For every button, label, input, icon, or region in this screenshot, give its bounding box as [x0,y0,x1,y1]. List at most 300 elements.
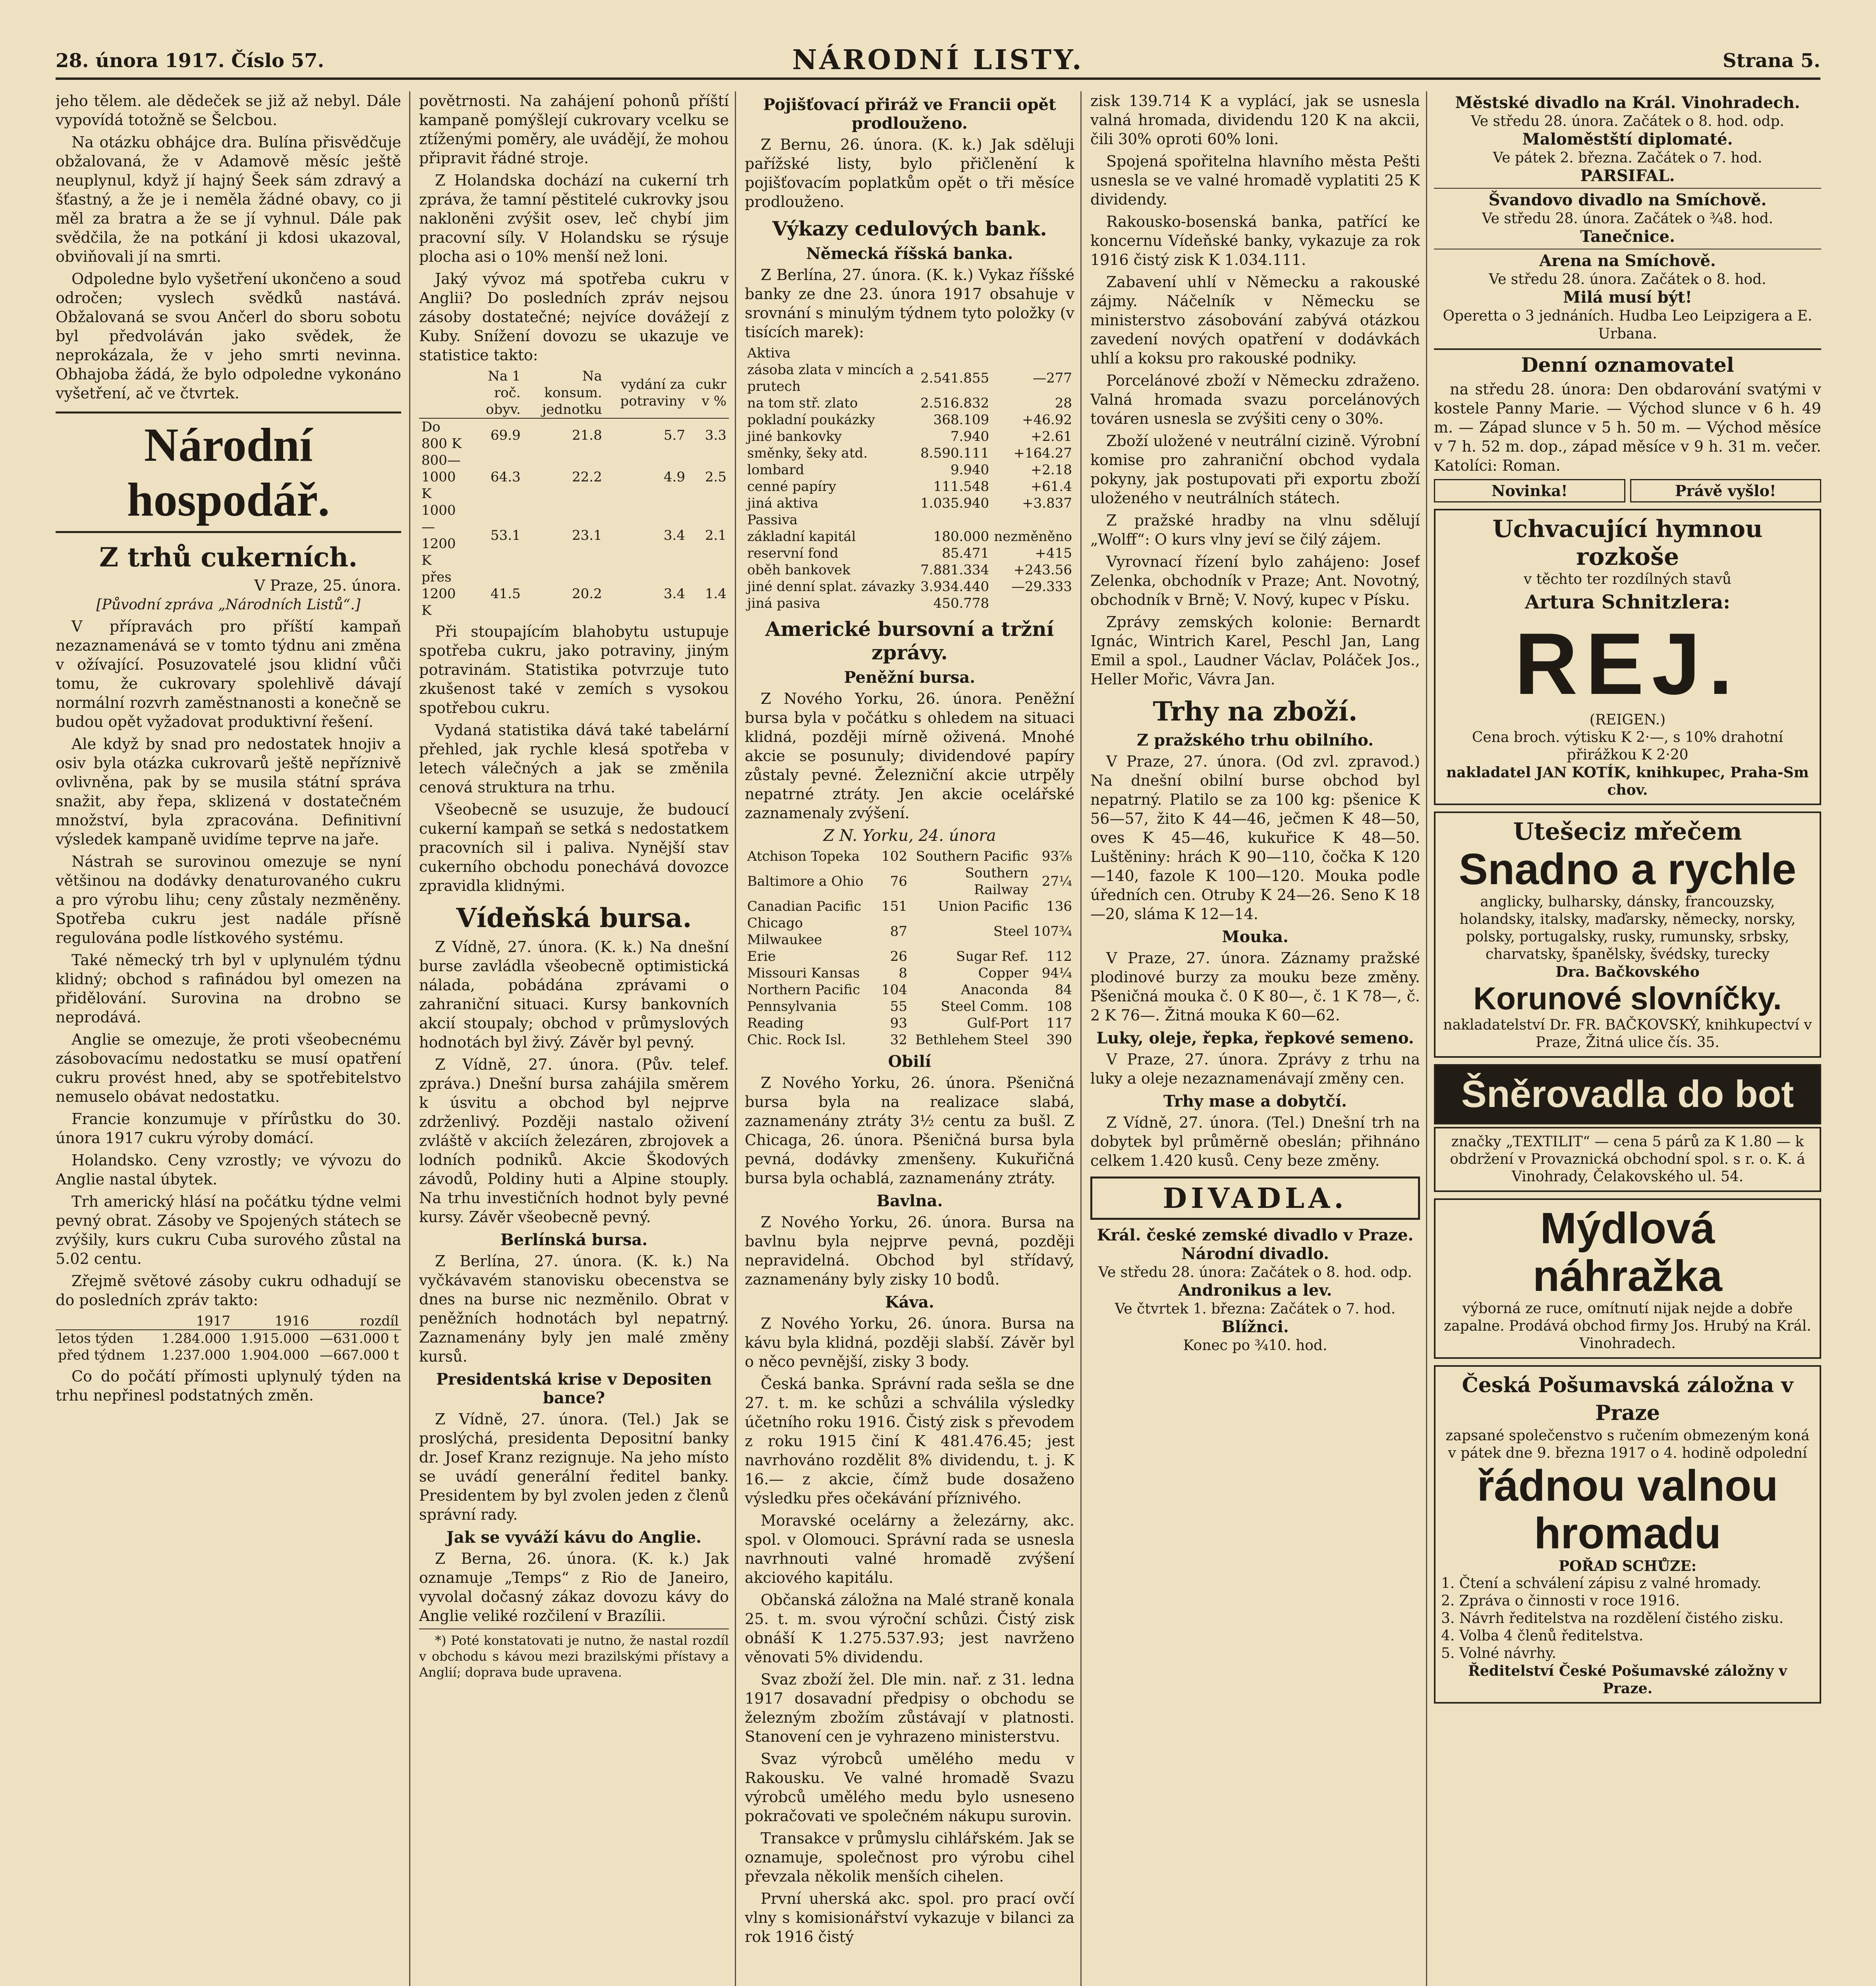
table-cell: 1.4 [705,586,726,602]
table-cell: 64.3 [490,469,521,485]
paragraph: Vydaná statistika dává také tabelární přehled, jak rychle klesá spotřeba v letech válečných a jak se změnila cenová struktura na trhu. [419,721,729,796]
table-cell: 76 [890,873,908,889]
table-cell: 112 [1046,949,1072,964]
table-cell: Atchison Topeka [747,848,860,864]
play-title: Blížnci. [1221,1318,1289,1336]
table-row [745,512,1074,528]
table-cell: 1.904.000 [240,1347,309,1363]
table-cell: 7.881.334 [920,562,989,578]
footnote: *) Poté konstatovati je nutno, že nastal rozdíl v obchodu s kávou mezi brazilskými přístavy a Anglií; doprava bude upravena. [419,1629,729,1680]
ad-price: Cena broch. výtisku K 2·—, s 10% drahotní přirážkou K 2·20 [1472,729,1783,763]
table-cell: Bethlehem Steel [915,1032,1029,1048]
dictionary-advertisement [1434,811,1821,1058]
consumption-table [419,368,729,619]
theatre-listing [1434,188,1821,246]
paragraph: Holandsko. Ceny vzrostly; ve vývozu do Anglie nastal úbytek. [56,1151,401,1188]
table-row [419,502,729,569]
column-2 [419,91,729,1986]
paragraph: Zřejmě světové zásoby cukru odhadují se do posledních zpráv takto: [56,1272,401,1309]
paragraph: Odpoledne bylo vyšetření ukončeno a soud odročen; vyslech svědků nastává. Obžalovaná se svou Ančerl do sboru sobotu byl předvoláván jako svědek, že neprokázala, že v jeho smrti nevinna. Obhajoba žádá, že bylo odpoledne vykonáno vyšetření, ač ve čtvrtek. [56,270,401,402]
table-header: Na konsum. jednotku [523,368,605,418]
table-row [745,981,1074,998]
table-cell: 2.541.855 [920,370,989,386]
paragraph: Z Holandska dochází na cukerní trh zpráva, že tamní pěstitelé cukrovky jsou nakloněni zvýšit osev, leč chybí jim pracovní síly. V Holandsku se rýsuje plocha asi o 10% menší než loni. [419,172,729,265]
ad-title: Snadno a rychle [1459,845,1797,894]
table-cell: 136 [1046,898,1072,914]
ad-author: Dra. Bačkovského [1555,964,1700,980]
paragraph: Ale když by snad pro nedostatek hnojiv a osiv byla otázka cukrovarů ještě nepříznivě ovlivněna, pak by se musila státní správa snažit, aby řepa, sklizená v dostatečném množství, byla zpracována. Definitivní výsledek kampaně uvidíme teprve na jaře. [56,735,401,848]
ad-title: Česká Pošumavská záložna v Praze [1462,1373,1793,1425]
table-cell: 53.1 [490,527,521,543]
paragraph: Zboží uložené v neutrální cizině. Výrobní komise pro zahraniční obchod vydala pokyny, jak postupovati při exportu zboží uloženého v neutrálních státech. [1090,432,1420,507]
show-time: Ve pátek 2. března. Začátek o 7. hod. [1493,150,1762,166]
play-title: Andronikus a lev. [1178,1281,1332,1300]
paragraph: Z Berna, 26. února. (K. k.) Jak oznamuje „Temps“ z Rio de Janeiro, vyvolal dočasný zákaz dovozu kávy do Anglie veliké rozčilení v Brazílii. [419,1550,729,1625]
show-time: Ve středu 28. února. Začátek o 8. hod. [1489,271,1766,288]
table-row [745,545,1074,562]
article-title: Denní oznamovatel [1434,348,1821,377]
table-cell: Missouri Kansas [747,965,860,981]
table-cell: Union Pacific [938,898,1029,914]
paragraph: zisk 139.714 K a vyplácí, jak se usnesla valná hromada, dividendu 120 K na akcii, čili 30% oproti 60% loni. [1090,92,1420,148]
table-cell: 32 [890,1032,908,1048]
table-cell: Chicago Milwaukee [747,915,822,948]
table-header: cukr v % [688,368,729,418]
paragraph: na středu 28. února: Den obdarování svatými v kostele Panny Marie. — Východ slunce v 6 h. 49 m. — Západ slunce v 5 h. 50 m. — Východ měsíce v 7 h. 52 m. dop., západ měsíce v 9 h. 31 m. večer. Katolíci: Roman. [1434,381,1821,474]
paragraph: Z Vídně, 27. února. (K. k.) Na dnešní burse zavládla všeobecně optimistická nálada, pobádána zprávami o zahraniční situaci. Kursy bankovních akcií stoupaly; obchod v průmyslových hodnotách byl živý. Závěr byl pevný. [419,938,729,1051]
table-row [745,865,1074,898]
theatre-name: Král. české zemské divadlo v Praze. [1097,1226,1414,1244]
table-row [745,898,1074,915]
table-cell: —29.333 [1011,579,1072,595]
table-header [419,368,470,418]
column-4 [1090,91,1420,1986]
table-cell: 108 [1046,999,1072,1014]
table-cell: Anaconda [960,982,1029,998]
paragraph: Vyrovnací řízení bylo zahájeno: Josef Zelenka, obchodník v Praze; Ant. Novotný, obchodník v Brně; V. Nový, kupec v Písku. [1090,553,1420,609]
table-row [745,411,1074,428]
table-cell [918,512,991,528]
table-row [745,478,1074,495]
agenda-item: 2. Zpráva o činnosti v roce 1916. [1441,1593,1680,1609]
sugar-stock-table [56,1313,401,1364]
ad-title: Korunové slovníčky. [1473,981,1782,1016]
table-cell: oběh bankovek [747,562,850,578]
agenda-item: 4. Volba 4 členů ředitelstva. [1441,1628,1644,1644]
table-cell: 93⅞ [1041,848,1072,864]
table-cell: 117 [1046,1015,1072,1031]
article-subtitle: Trhy mase a dobytčí. [1163,1092,1347,1111]
table-cell: 450.778 [933,595,989,611]
paragraph: jeho tělem. ale dědeček se již až nebyl. Dále vypovídá totožně se Šelcbou. [56,92,401,129]
paragraph: Občanská záložna na Malé straně konala 25. t. m. svou výroční schůzi. Čistý zisk obnáší K 1.275.537.93; jest navrženo věnovati 5% dividendu. [745,1591,1074,1666]
ad-title: Šněrovadla do bot [1461,1073,1794,1115]
show-time: Ve středu 28. února: Začátek o 8. hod. odp. [1098,1264,1412,1281]
table-row [745,445,1074,462]
paragraph: Rakousko-bosenská banka, patřící ke koncernu Vídeňské banky, vykazuje za rok 1916 čistý zisk K 1.034.111. [1090,213,1420,269]
table-row [745,595,1074,612]
table-cell: nezměněno [994,529,1072,545]
table-cell: +61.4 [1030,479,1072,495]
table-row [745,345,1074,361]
theatre-subname: Národní divadlo. [1181,1244,1329,1263]
ad-text: výborná ze ruce, omítnutí nijak nejde a dobře zapalne. Prodává obchod firmy Jos. Hrubý na Král. Vinohradech. [1444,1300,1811,1352]
ad-tag: Novinka! [1434,479,1625,502]
ad-signature: Ředitelství České Pošumavské záložny v Praze. [1468,1663,1787,1697]
page-number: Strana 5. [1722,50,1820,72]
table-row [745,578,1074,595]
table-cell: 4.9 [663,469,685,485]
table-cell: Canadian Pacific [747,898,862,914]
ad-text: anglicky, bulharsky, dánsky, francouzsky, holandsky, italsky, maďarsky, německy, norsky, polsky, portugalsky, rusky, rumunsky, srbsky, charvatsky, španělsky, švédsky, turecky [1459,894,1796,962]
table-cell: reservní fond [747,545,839,561]
theatre-listing [1434,249,1821,343]
ad-headline: Uchvacující hymnou rozkoše [1492,515,1763,571]
paragraph: V přípravách pro příští kampaň nezaznamenává se v tomto týdnu ani změna v ožívající. Posuzovatelé jsou klidní vůči tomu, že cukrovary spolehlivě dávají normální rozvrh zaměstnanosti a konečně se budou opět vyžadovat produktivní řešení. [56,618,401,730]
table-cell: Northern Pacific [747,982,860,998]
paragraph: Co do počátí přímosti uplynulý týden na trhu nepřinesl podstatných změn. [56,1368,401,1404]
paragraph: V Praze, 27. února. Zprávy z trhu na luky a oleje nezaznamenávají změny cen. [1090,1051,1420,1087]
table-cell: 94¼ [1041,965,1072,981]
shoelace-advertisement [1434,1064,1821,1124]
table-cell: 3.4 [663,586,685,602]
table-cell: 8 [898,965,908,981]
table-cell: směnky, šeky atd. [747,445,868,461]
table-cell: 2.1 [705,527,726,543]
table-header: 1916 [233,1313,311,1330]
table-cell: 55 [890,999,908,1014]
table-row [745,562,1074,578]
table-cell: 368.109 [933,412,989,428]
bank-meeting-notice [1434,1365,1821,1704]
table-cell: +46.92 [1022,412,1072,428]
theatre-section-banner: DIVADLA. [1090,1177,1420,1220]
section-heading: Národní hospodář. [56,411,401,533]
agenda-heading: POŘAD SCHŮZE: [1558,1558,1697,1575]
table-row [419,418,729,452]
table-cell: 800—1000 K [421,452,461,502]
table-cell: 26 [890,949,908,964]
table-cell: 1.915.000 [240,1331,309,1347]
article-title: Berlínská bursa. [500,1231,648,1249]
ad-tag: Právě vyšlo! [1630,479,1822,502]
table-header: 1917 [154,1313,233,1330]
table-cell: 180.000 [933,529,989,545]
ad-title: REJ. [1514,615,1741,713]
table-cell: 41.5 [490,586,521,602]
column-rule [735,91,736,1986]
table-cell: Gulf-Port [967,1015,1029,1031]
book-advertisement [1434,509,1821,805]
table-cell [991,595,1074,612]
table-row [745,1015,1074,1032]
theatre-name: Městské divadlo na Král. Vinohradech. [1455,93,1800,112]
table-cell: +243.56 [1013,562,1072,578]
table-cell: 1.284.000 [161,1331,230,1347]
table-cell: zásoba zlata v mincích a prutech [747,362,914,394]
table-cell: 69.9 [490,427,521,443]
column-1 [56,91,401,1986]
table-cell: 22.2 [572,469,602,485]
table-header: vydání za potraviny [605,368,688,418]
play-title: Tanečnice. [1580,227,1675,246]
ad-text: značky „TEXTILIT“ — cena 5 párů za K 1.80 — k obdržení v Provaznická obchodní spol. s r. o. K. á Vinohrady, Čelakovského ul. 54. [1450,1134,1805,1185]
table-cell: +164.27 [1013,445,1072,461]
ad-publisher: nakladatelství Dr. FR. BAČKOVSKÝ, knihkupectví v Praze, Žitná ulice čís. 35. [1443,1017,1812,1051]
ad-subtitle: (REIGEN.) [1589,712,1666,728]
table-cell: 27¼ [1041,873,1072,889]
table-cell: 84 [1055,982,1072,998]
table-cell: pokladní poukázky [747,412,875,428]
table-cell: jiné denní splat. závazky [747,579,915,595]
table-cell: 102 [881,848,908,864]
paragraph: V Praze, 27. února. (Od zvl. zpravod.) Na dnešní obilní burse obchod byl nepatrný. Platilo se za 100 kg: pšenice K 56—57, žito K 44—46, ječmen K 48—50, oves K 45—46, kukuřice K 48—50. Luštěniny: hrách K 90—110, čočka K 120—140, fazole K 100—120. Mouka podle úředních cen. Otruby K 24—26. Seno K 18—20, sláma K 12—14. [1090,753,1420,923]
paragraph: povětrnosti. Na zahájení pohonů příští kampaně pomýšlejí cukrovary vcelku se ztíženými poměry, ale uvádějí, že mohou připravit řádné stroje. [419,92,729,167]
table-cell: letos týden [58,1331,134,1347]
article-title: Jak se vyváží kávu do Anglie. [446,1528,702,1547]
table-cell: Steel [993,923,1029,939]
ad-tag-row [1434,479,1821,502]
paragraph: Z pražské hradby na vlnu sdělují „Wolff“: O kurs vlny jeví se čilý zájem. [1090,512,1420,548]
table-cell: 1.237.000 [161,1347,230,1363]
ad-text: zapsané společenstvo s ručením obmezeným koná v pátek dne 9. března 1917 o 4. hodině odpolední [1445,1428,1810,1461]
paragraph: Při stoupajícím blahobytu ustupuje spotřeba cukru, jako potraviny, jiným potravinám. Statistika potvrzuje tuto zkušenost také v zemích s vysokou spotřebou cukru. [419,623,729,717]
reichsbank-table [745,345,1074,612]
table-cell: 28 [1055,395,1072,411]
table-cell: 87 [890,923,908,939]
table-row [745,965,1074,981]
table-row [419,569,729,619]
ad-text: v těchto ter rozdílných stavů [1523,571,1732,587]
paragraph: Jaký vývoz má spotřeba cukru v Anglii? Do posledních zpráv nejsou zásoby dostatečné; nejvíce dovážejí z Kuby. Snížení dovozu se ukazuje ve statistice takto: [419,270,729,364]
table-cell: 104 [881,982,908,998]
table-cell: 107¾ [1033,923,1072,939]
theatre-name: Arena na Smíchově. [1539,251,1716,270]
table-cell: Chic. Rock Isl. [747,1032,846,1048]
paragraph: Nástrah se surovinou omezuje se nyní většinou na dodávky denaturovaného cukru a pro výrobu lihu; ceny zůstaly nezměněny. Spotřeba cukru jest nadále přísně regulována podle lístkového systému. [56,853,401,947]
issue-date: 28. února 1917. Číslo 57. [56,50,325,72]
article-title: Pojišťovací přiráž ve Francii opět prodlouženo. [763,95,1056,133]
paragraph: Všeobecně se usuzuje, že budoucí cukerní kampaň se setká s nedostatkem pracovních sil i paliva. Nynější stav cukerního obchodu ponechává dovozce zpravidla klidnými. [419,801,729,894]
article-subtitle: Bavlna. [876,1192,943,1210]
table-row [419,452,729,502]
play-title: PARSIFAL. [1580,166,1675,185]
paragraph: Z Berlína, 27. února. (K. k.) Vykaz říšské banky ze dne 23. února 1917 obsahuje v srovnání s minulým týdnem tyto položky (v tisících marek): [745,266,1074,341]
table-row [745,428,1074,445]
table-cell: Southern Railway [965,865,1029,898]
table-cell: Baltimore a Ohio [747,873,864,889]
ad-title: náhražka [1533,1252,1722,1300]
column-3 [745,91,1074,1986]
table-row [745,361,1074,395]
paragraph: Trh americký hlásí na počátku týdne velmi pevný obrat. Zásoby ve Spojených státech se zvýšily, kurs cukru Cuba surového zůstal na 5.02 centu. [56,1193,401,1267]
table-cell: +2.61 [1030,429,1072,444]
play-title: Maloměstští diplomaté. [1522,130,1733,149]
ad-title: Mýdlová [1540,1204,1715,1253]
table-cell: —631.000 t [319,1331,399,1347]
table-row [745,528,1074,545]
agenda-item: 3. Návrh ředitelstva na rozdělení čistého zisku. [1441,1610,1784,1627]
table-row [56,1347,401,1364]
table-cell [991,345,1074,361]
table-cell: cenné papíry [747,479,837,495]
ad-author: Artura Schnitzlera: [1525,591,1730,613]
table-cell: Copper [978,965,1029,981]
table-header: rozdíl [311,1313,401,1330]
table-cell: +3.837 [1022,495,1072,511]
article-subtitle: Německá říšská banka. [806,244,1013,263]
table-cell: 85.471 [942,545,989,561]
table-row [745,1032,1074,1048]
table-row [745,915,1074,948]
table-cell: +2.18 [1030,462,1072,478]
table-row [745,395,1074,411]
paragraph: Porcelánové zboží v Německu zdraženo. Valná hromada svazu porcelánových továren usnesla se zvýšiti ceny o 30%. [1090,372,1420,427]
table-cell: 8.590.111 [920,445,989,461]
paragraph: Zprávy zemských kolonie: Bernardt Ignác, Wintrich Karel, Peschl Jan, Lang Emil a spol., Laudner Václav, Poláček Jos., Heller Mořic, Vávra Jan. [1090,613,1420,688]
article-title: Vídeňská bursa. [456,902,692,933]
table-cell: Passiva [747,512,798,528]
table-cell: —277 [1033,370,1072,386]
ad-headline: řádnou valnou hromadu [1477,1461,1778,1558]
article-title: Výkazy cedulových bank. [772,217,1047,240]
page-header [56,42,1820,80]
table-cell: před týdnem [58,1347,145,1363]
table-cell: na tom stř. zlato [747,395,858,411]
table-cell: 3.3 [705,427,726,443]
paragraph: Z Nového Yorku, 26. února. Peněžní bursa byla v počátku s ohledem na situaci klidná, později mírně oživená. Mnohé akcie se posunuly; dividendové papíry zůstaly pevné. Železniční akcie utrpěly nepatrné ztráty. Jen akcie ocelářské zaznamenaly zvýšení. [745,690,1074,822]
paragraph: Svaz výrobců umělého medu v Rakousku. Ve valné hromadě Svazu výrobců umělého medu bylo usneseno pokračovati ve společném nákupu surovin. [745,1750,1074,1825]
table-cell: 2.5 [705,469,726,485]
paragraph: Z Vídně, 27. února. (Tel.) Jak se proslýchá, presidenta Depositní banky dr. Josef Kranz rezignuje. Na jeho místo se uvádí generální ředitel banky. Presidentem by byl zvolen jeden z členů správní rady. [419,1410,729,1523]
article-title: Trhy na zboží. [1153,696,1358,727]
table-row [745,948,1074,965]
table-cell [991,512,1074,528]
quotes-heading: Z N. Yorku, 24. února [823,827,996,845]
paragraph: Na otázku obhájce dra. Bulína přisvědčuje obžalovaná, že v Adamově měsíc ještě neuplynul, když jí hajný Šeek sám zdravý a šťastný, a že je i neměla žádné obavy, co ji měl za bratra a že se jí vyhnul. Dále pak svědčila, že na potkání ji kdosi ukazoval, obviňovali jí na smrti. [56,133,401,265]
agenda-item: 1. Čtení a schválení zápisu z valné hromady. [1441,1575,1762,1592]
masthead: NÁRODNÍ LISTY. [792,44,1084,76]
paragraph: Svaz zboží žel. Dle min. nař. z 31. ledna 1917 dosavadní předpisy o obchodu se železným zbožím zůstávají v platnosti. Stanovení cen je vyhrazeno ministerstvu. [745,1671,1074,1745]
table-row [56,1330,401,1347]
paragraph: Z Nového Yorku, 26. února. Bursa na bavlnu byla nejprve pevná, později nepravidelná. Obchod byl střídavý, zaznamenány byly zisky 10 bodů. [745,1213,1074,1288]
table-cell: 3.934.440 [920,579,989,595]
show-time: Ve středu 28. února. Začátek o ¾8. hod. [1482,211,1774,227]
table-cell: Aktiva [747,345,791,361]
play-title: Milá musí být! [1563,288,1692,307]
agenda-item: 5. Volné návrhy. [1441,1645,1556,1661]
paragraph: Francie konzumuje v přírůstku do 30. února 1917 cukru výroby domácí. [56,1110,401,1147]
table-cell [918,345,991,361]
table-header [56,1313,154,1330]
table-cell: jiné bankovky [747,429,842,444]
table-cell: Erie [747,949,776,964]
article-subtitle: Z pražského trhu obilního. [1136,731,1374,750]
article-subtitle: Luky, oleje, řepka, řepkové semeno. [1096,1029,1414,1047]
paragraph: Z Nového Yorku, 26. února. Pšeničná bursa byla na realizace slabá, zaznamenány ztráty 3½ centu za bušl. Z Chicaga, 26. února. Pšeničná bursa byla pevná, dodávky zmenšeny. Kukuřičná bursa byla ochablá, zaznamenány ztráty. [745,1074,1074,1187]
article-title: Z trhů cukerních. [99,542,358,573]
table-cell: 93 [890,1015,908,1031]
table-cell: Steel Comm. [941,999,1029,1014]
table-cell: 1000—1200 K [421,502,456,568]
show-time: Ve čtvrtek 1. března: Začátek o 7. hod. [1115,1301,1396,1317]
table-cell: 7.940 [950,429,989,444]
table-cell: 3.4 [663,527,685,543]
table-cell: lombard [747,462,804,478]
show-time: Ve středu 28. února. Začátek o 8. hod. odp. [1471,113,1784,129]
table-cell: jiná aktiva [747,495,819,511]
paragraph: První uherská akc. spol. pro prací ovčí vlny s komisionářství vykazuje v bilanci za rok 1916 čistý [745,1890,1074,1945]
article-title: Americké bursovní a tržní zprávy. [765,617,1054,664]
column-rule [1080,91,1082,1986]
stock-quotes-table [745,848,1074,1048]
theatre-name: Švandovo divadlo na Smíchově. [1488,191,1767,209]
column-rule [1426,91,1427,1986]
paragraph: Z Nového Yorku, 26. února. Bursa na kávu byla klidná, později slabší. Závěr byl o něco pevnější, zisky 3 body. [745,1315,1074,1370]
table-cell: 390 [1046,1032,1072,1048]
table-cell: —667.000 t [319,1347,399,1363]
table-cell: Pennsylvania [747,999,837,1014]
theatre-listing [1090,1226,1420,1354]
paragraph: Z Vídně, 27. února. (Tel.) Dnešní trh na dobytek byl průměrně obeslán; přihnáno celkem 1.420 kusů. Ceny beze změny. [1090,1114,1420,1169]
paragraph: Také německý trh byl v uplynulém týdnu klidný; obchod s rafinádou byl omezen na přidělování. Surovina na drobno se neprodává. [56,951,401,1026]
source-note: [Původní zpráva „Národních Listů“.] [96,597,361,613]
table-row [745,462,1074,478]
table-row [745,495,1074,512]
table-cell: 21.8 [572,427,602,443]
table-cell: jiná pasiva [747,595,821,611]
article-subtitle: Obilí [888,1052,931,1071]
paragraph: Z Vídně, 27. února. (Pův. telef. zpráva.) Dnešní bursa zahájila směrem k úsvitu a obchod byl nejprve zdrženlivý. Později nastalo oživení zvláště v akciích železáren, zbrojovek a lodních podniků. Akcie Škodových závodů, Poldiny huti a Alpine stouply. Na trhu investičních hodnot byly pevné kursy. Závěr všeobecně pevný. [419,1056,729,1226]
column-rule [409,91,410,1986]
table-cell: Reading [747,1015,804,1031]
paragraph: Anglie se omezuje, že proti všeobecnému zásobovacímu nedostatku se musí opatření cukru provést hned, aby se spotřebitelstvo nemuselo obávat nedostatku. [56,1031,401,1105]
shoelace-advertisement-text [1434,1127,1821,1192]
show-end: Konec po ¾10. hod. [1183,1337,1327,1354]
table-cell: 5.7 [663,427,685,443]
article-subtitle: Káva. [885,1293,934,1312]
ad-headline: Utešeciz mřečem [1513,818,1742,846]
table-cell: základní kapitál [747,529,856,545]
table-cell: přes 1200 K [421,569,456,618]
paragraph: Moravské ocelárny a železárny, akc. spol. v Olomouci. Správní rada se usnesla navrhnouti valné hromadě zvýšení akciového kapitálu. [745,1512,1074,1586]
table-header: Na 1 roč. obyv. [470,368,523,418]
article-title: Presidentská krise v Depositen bance? [436,1370,712,1407]
ad-publisher: nakladatel JAN KOTÍK, knihkupec, Praha-Sm chov. [1446,764,1809,798]
dateline: V Praze, 25. února. [254,577,401,594]
table-cell: Do 800 K [421,419,462,452]
soap-advertisement [1434,1198,1821,1359]
paragraph: Česká banka. Správní rada sešla se dne 27. t. m. ke schůzi a schválila výsledky účetního roku 1916. Čistý zisk s převodem z roku 1915 činí K 481.476.45; jest navrhováno rozdělit 8% dividendu, t. j. K 16.— z akcie, čímž bude dosaženo výsledku přes očekávání příznivého. [745,1375,1074,1507]
article-subtitle: Peněžní bursa. [844,668,976,687]
table-row [745,998,1074,1015]
paragraph: Spojená spořitelna hlavního města Pešti usnesla se ve valné hromadě vyplatiti 25 K dividendy. [1090,153,1420,208]
article-subtitle: Mouka. [1222,927,1289,946]
table-cell: Southern Pacific [916,848,1029,864]
table-cell: Sugar Ref. [956,949,1029,964]
table-row [745,848,1074,865]
table-cell: 111.548 [933,479,989,495]
table-cell: 1.035.940 [920,495,989,511]
table-cell: 23.1 [572,527,602,543]
paragraph: Z Berlína, 27. února. (K. k.) Na vyčkávavém stanovisku obecenstva se dnes na burse nic nezměnilo. Obrat v peněžních hodnotách byl nepatrný. Zaznamenány byly jen malé změny kursů. [419,1252,729,1365]
theatre-listing [1434,94,1821,185]
paragraph: Transakce v průmyslu cihlářském. Jak se oznamuje, společnost pro výrobu cihel převzala několik menších cihelen. [745,1830,1074,1885]
table-cell: +415 [1035,545,1072,561]
table-cell: 20.2 [572,586,602,602]
table-cell: 2.516.832 [920,395,989,411]
paragraph: Zabavení uhlí v Německu a rakouské zájmy. Náčelník v Německu se ministerstvo zásobování zabývá otázkou zavedení nových opatření v dodávkách uhlí a koksu pro rakouské podniky. [1090,273,1420,367]
